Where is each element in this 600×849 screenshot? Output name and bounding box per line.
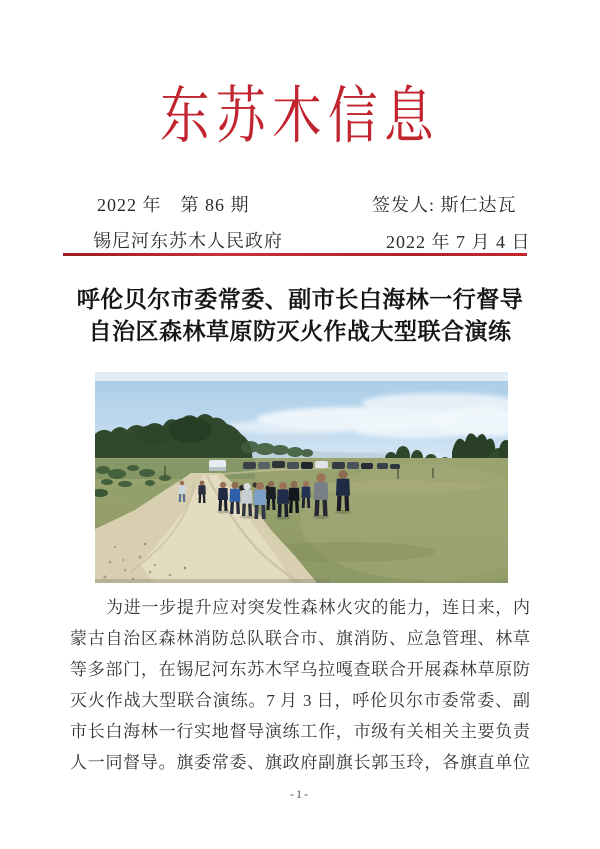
issue-number: 2022 年 第 86 期 (97, 195, 250, 215)
page-number: -1- (290, 787, 310, 801)
publisher-name: 锡尼河东苏木人民政府 (93, 231, 283, 251)
masthead-title-text: 东苏木信息 (159, 83, 440, 151)
body-line: 市长白海林一行实地督导演练工作，市级有关相关主要负责 (70, 722, 530, 741)
masthead-title (0, 83, 600, 151)
headline-line-2: 自治区森林草原防灭火作战大型联合演练 (88, 319, 512, 344)
body-line: 等多部门，在锡尼河东苏木罕乌拉嘎查联合开展森林草原防 (70, 660, 530, 679)
issue-date: 2022 年 7 月 4 日 (386, 232, 531, 252)
body-line: 蒙古自治区森林消防总队联合市、旗消防、应急管理、林草 (70, 629, 530, 648)
headline-line-1: 呼伦贝尔市委常委、副市长白海林一行督导 (76, 287, 524, 312)
red-divider-rule (63, 253, 527, 256)
body-line: 灭火作战大型联合演练。7 月 3 日，呼伦贝尔市委常委、副 (70, 691, 530, 710)
body-paragraph (70, 592, 530, 778)
event-photo (95, 372, 508, 583)
signer-line: 签发人: 斯仁达瓦 (372, 195, 517, 215)
event-photo-graphic (95, 372, 508, 583)
body-line: 人一同督导。旗委常委、旗政府副旗长郭玉玲，各旗直单位 (70, 753, 530, 772)
body-line: 为进一步提升应对突发性森林火灾的能力，连日来，内 (106, 598, 530, 617)
